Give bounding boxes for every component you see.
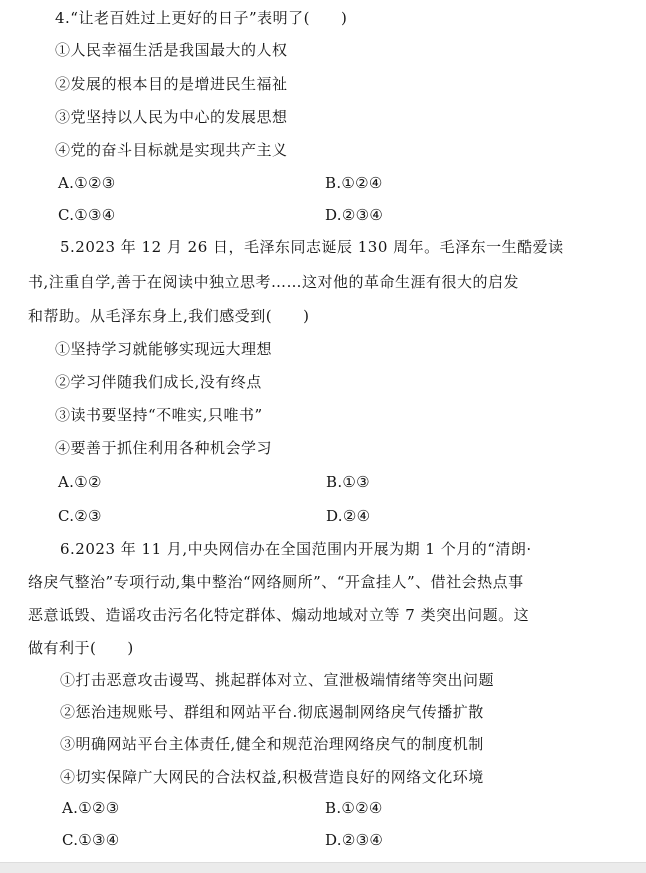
scan-edge-band (0, 862, 646, 873)
q5-option-d: D.②④ (326, 507, 371, 525)
q5-statement-4: ④要善于抓住利用各种机会学习 (55, 439, 273, 457)
q6-statement-2: ②惩治违规账号、群组和网站平台.彻底遏制网络戾气传播扩散 (60, 703, 484, 721)
q4-statement-4: ④党的奋斗目标就是实现共产主义 (55, 141, 288, 159)
q4-statement-2: ②发展的根本目的是增进民生福祉 (55, 75, 288, 93)
q6-stem-line: 做有利于( ) (28, 639, 134, 657)
q5-statement-2: ②学习伴随我们成长,没有终点 (55, 373, 262, 391)
q6-stem-line: 6.2023 年 11 月,中央网信办在全国范围内开展为期 1 个月的“清朗· (60, 540, 532, 558)
q6-option-a: A.①②③ (62, 799, 120, 817)
q6-option-b: B.①②④ (325, 799, 383, 817)
q6-option-d: D.②③④ (325, 831, 384, 849)
q5-stem-line: 5.2023 年 12 月 26 日，毛泽东同志诞辰 130 周年。毛泽东一生酷爱读 (60, 238, 564, 256)
q5-option-a: A.①② (58, 473, 102, 491)
q5-stem-line: 和帮助。从毛泽东身上,我们感受到( ) (28, 307, 310, 325)
q6-statement-3: ③明确网站平台主体责任,健全和规范治理网络戾气的制度机制 (60, 735, 484, 753)
q6-stem-line: 恶意诋毁、造谣攻击污名化特定群体、煽动地域对立等 7 类突出问题。这 (28, 606, 530, 624)
q5-stem-line: 书,注重自学,善于在阅读中独立思考……这对他的革命生涯有很大的启发 (28, 273, 520, 291)
q4-option-d: D.②③④ (325, 206, 384, 224)
q5-statement-3: ③读书要坚持“不唯实,只唯书” (55, 406, 263, 424)
q6-statement-1: ①打击恶意攻击谩骂、挑起群体对立、宣泄极端情绪等突出问题 (60, 671, 495, 689)
q6-option-c: C.①③④ (62, 831, 120, 849)
q5-statement-1: ①坚持学习就能够实现远大理想 (55, 340, 273, 358)
q4-stem-line: 4.“让老百姓过上更好的日子”表明了( ) (55, 9, 348, 27)
q6-stem-line: 络戾气整治”专项行动,集中整治“网络厕所”、“开盒挂人”、借社会热点事 (28, 573, 524, 591)
q5-option-c: C.②③ (58, 507, 102, 525)
q4-statement-1: ①人民幸福生活是我国最大的人权 (55, 41, 288, 59)
q4-option-c: C.①③④ (58, 206, 116, 224)
q4-option-a: A.①②③ (58, 174, 116, 192)
q4-statement-3: ③党坚持以人民为中心的发展思想 (55, 108, 288, 126)
q5-option-b: B.①③ (326, 473, 370, 491)
q4-option-b: B.①②④ (325, 174, 383, 192)
q6-statement-4: ④切实保障广大网民的合法权益,积极营造良好的网络文化环境 (60, 768, 484, 786)
